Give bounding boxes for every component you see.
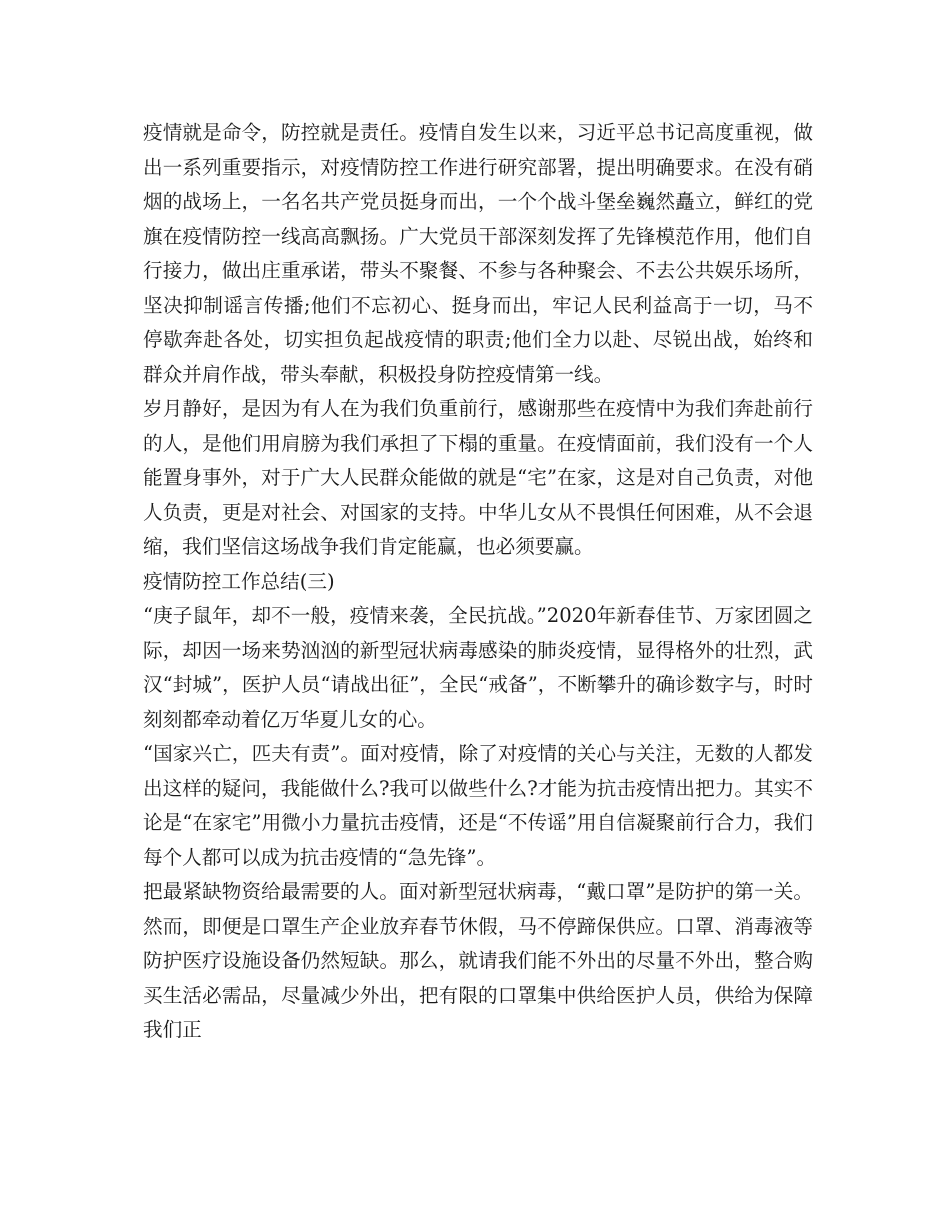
document-body [143, 116, 813, 1048]
paragraph-new-year-outbreak: “庚子鼠年，却不一般，疫情来袭，全民抗战。”2020年新春佳节、万家团圆之际，却因一场来势汹汹的新型冠状病毒感染的肺炎疫情，显得格外的壮烈，武汉“封城”，医护人员“请战出征”，全民“戒备”，不断攀升的确诊数字与，时时刻刻都牵动着亿万华夏儿女的心。 [143, 604, 813, 731]
paragraph-masks-supply: 把最紧缺物资给最需要的人。面对新型冠状病毒，“戴口罩”是防护的第一关。然而，即便是口罩生产企业放弃春节休假，马不停蹄保供应。口罩、消毒液等防护医疗设施设备仍然短缺。那么，就请我们能不外出的尽量不外出，整合购买生活必需品，尽量减少外出，把有限的口罩集中供给医护人员，供给为保障我们正 [143, 880, 813, 1041]
paragraph-stay-home: 岁月静好，是因为有人在为我们负重前行，感谢那些在疫情中为我们奔赴前行的人，是他们用肩膀为我们承担了下榻的重量。在疫情面前，我们没有一个人能置身事外，对于广大人民群众能做的就是“宅”在家，这是对自己负责，对他人负责，更是对社会、对国家的支持。中华儿女从不畏惧任何困难，从不会退缩，我们坚信这场战争我们肯定能赢，也必须要赢。 [143, 397, 813, 558]
paragraph-party-members: 疫情就是命令，防控就是责任。疫情自发生以来，习近平总书记高度重视，做出一系列重要指示，对疫情防控工作进行研究部署，提出明确要求。在没有硝烟的战场上，一名名共产党员挺身而出，一个个战斗堡垒巍然矗立，鲜红的党旗在疫情防控一线高高飘扬。广大党员干部深刻发挥了先锋模范作用，他们自行接力，做出庄重承诺，带头不聚餐、不参与各种聚会、不去公共娱乐场所，坚决抑制谣言传播;他们不忘初心、挺身而出，牢记人民利益高于一切，马不停歇奔赴各处，切实担负起战疫情的职责;他们全力以赴、尽锐出战，始终和群众并肩作战，带头奉献，积极投身防控疫情第一线。 [143, 121, 813, 386]
section-heading: 疫情防控工作总结(三) [143, 569, 335, 593]
paragraph-everyone-responsible: “国家兴亡，匹夫有责”。面对疫情，除了对疫情的关心与关注，无数的人都发出这样的疑问，我能做什么?我可以做些什么?才能为抗击疫情出把力。其实不论是“在家宅”用微小力量抗击疫情，还是“不传谣”用自信凝聚前行合力，我们每个人都可以成为抗击疫情的“急先锋”。 [143, 742, 813, 869]
